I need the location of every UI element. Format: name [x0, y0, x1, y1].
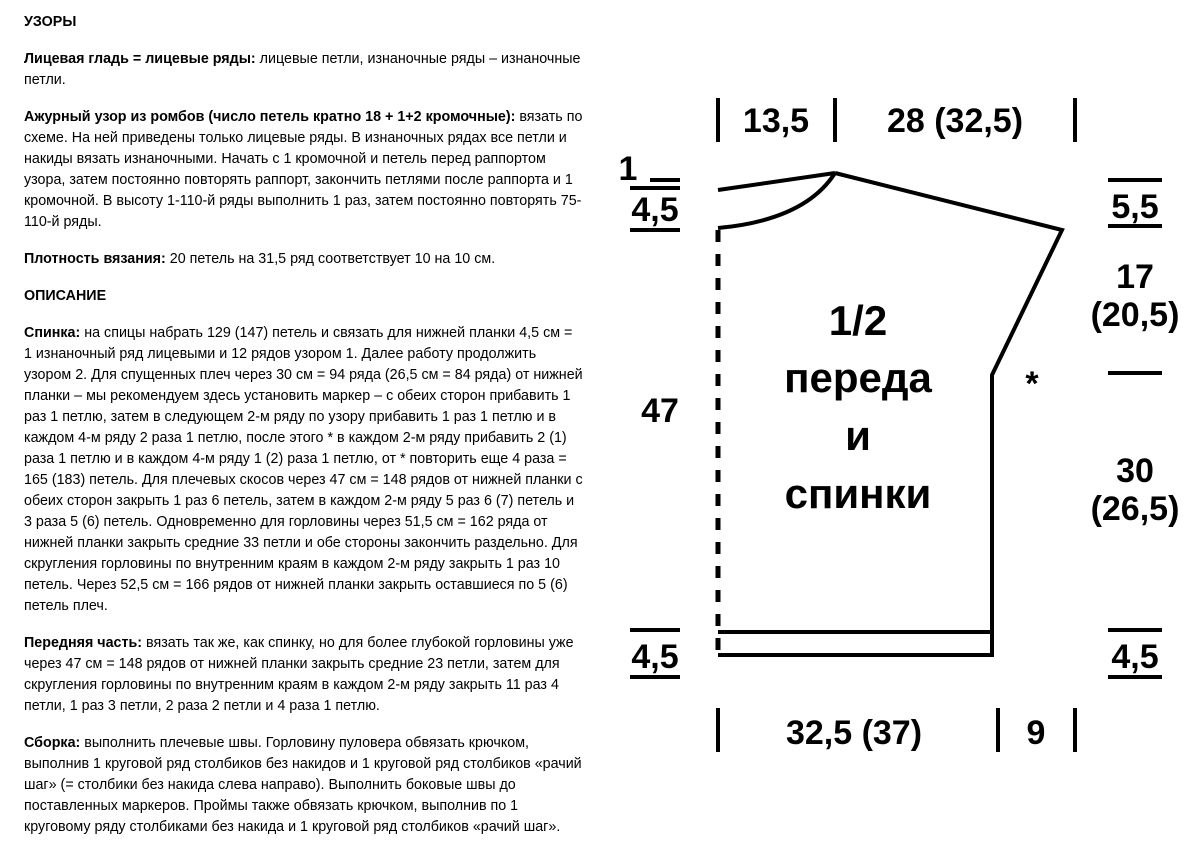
stockinette-title: Лицевая гладь = лицевые ряды:: [24, 51, 256, 67]
dim-left-neck-bottom: 4,5: [631, 191, 679, 229]
body-outline: [718, 173, 1062, 655]
dim-top-left: 13,5: [742, 102, 810, 140]
openwork-text: вязать по схеме. На ней приведены только лицевые ряды. В изнаночных рядах все петли и накиды вязать изнаночными. Начать с 1 кромочной и петель перед раппортом узора, затем постоянно повторять раппорт, закончить петлями после раппорта и 1 кромочной. В высоту 1-110-й ряды выполнить 1 раз, затем постоянно повторять 75-110-й ряды.: [24, 109, 583, 230]
dim-bottom-right: 9: [1026, 714, 1046, 752]
assembly-paragraph: [24, 733, 584, 838]
marker-asterisk: *: [1025, 365, 1039, 403]
front-paragraph: [24, 633, 584, 717]
assembly-text: выполнить плечевые швы. Горловину пуловера обвязать крючком, выполнив 1 круговой ряд столбиков без накидов и 1 круговой ряд столбиков «рачий шаг» (= столбики без накида слева направо). Выполнить боковые швы до поставленных маркеров. Проймы также обвязать крючком, выполнив по 1 круговому ряду столбиками без накида и 1 круговой ряд столбиков «рачий шаг».: [24, 735, 582, 835]
dim-right-shoulder: 5,5: [1111, 188, 1159, 226]
openwork-paragraph: [24, 107, 584, 233]
garment-schematic: [600, 80, 1200, 848]
heading-description: ОПИСАНИЕ: [24, 288, 107, 304]
title-line-4: спинки: [784, 470, 932, 517]
gauge-title: Плотность вязания:: [24, 251, 166, 267]
assembly-title: Сборка:: [24, 735, 81, 751]
shoulder-top-edge: [718, 173, 835, 190]
dim-right-armhole-2: (20,5): [1090, 296, 1180, 334]
dim-left-height: 47: [641, 392, 679, 430]
title-line-2: переда: [784, 354, 932, 401]
dim-right-armhole-1: 17: [1116, 258, 1154, 296]
dim-left-band: 4,5: [631, 638, 679, 676]
dim-left-neck-top: 1: [618, 150, 638, 188]
dim-top-right: 28 (32,5): [886, 102, 1024, 140]
dim-bottom-left: 32,5 (37): [785, 714, 923, 752]
stockinette-paragraph: [24, 49, 584, 91]
back-text: на спицы набрать 129 (147) петель и связать для нижней планки 4,5 см = 1 изнаночный ряд лицевыми и 12 рядов узором 1. Далее работу продолжить узором 2. Для спущенных плеч через 30 см = 94 ряда (26,5 см = 84 ряда) от нижней планки – мы рекомендуем здесь установить маркер – с обеих сторон прибавить 1 раз 1 петлю, затем в следующем 2-м ряду по узору прибавить 1 раз 1 петлю и в каждом 4-м ряду 2 раза 1 петлю, после этого * в каждом 2-м ряду прибавить 2 (1) раза 1 петлю и в каждом 4-м ряду 1 (2) раза 1 петлю, от * повторить еще 4 раза = 165 (183) петель. Для плечевых скосов через 47 см = 148 рядов от нижней планки с обеих сторон закрыть 1 раз 6 петель, затем в каждом 2-м ряду 5 раз 6 (7) петель и 3 раза 5 (6) петель. Одновременно для горловины через 51,5 см = 162 ряда от нижней планки закрыть средние 33 петли и обе стороны закончить раздельно. Для скругления горловины по внутренним краям в каждом 2-м ряду закрыть 1 раз 10 петель. Через 52,5 см = 166 рядов от нижней планки закрыть оставшиеся по 5 (6) петель плеч.: [24, 325, 583, 614]
stockinette-text: лицевые петли, изнаночные ряды – изнаночные петли.: [24, 51, 581, 88]
gauge-text: 20 петель на 31,5 ряд соответствует 10 на 10 см.: [165, 251, 496, 267]
dim-right-side-2: (26,5): [1090, 490, 1180, 528]
dim-right-side-1: 30: [1116, 452, 1154, 490]
dim-right-band: 4,5: [1111, 638, 1159, 676]
openwork-title: Ажурный узор из ромбов (число петель кратно 18 + 1+2 кромочные):: [24, 109, 516, 125]
heading-patterns: УЗОРЫ: [24, 14, 77, 30]
title-line-1: 1/2: [828, 297, 888, 344]
title-line-3: и: [845, 412, 871, 459]
back-paragraph: [24, 323, 584, 617]
back-title: Спинка:: [24, 325, 81, 341]
gauge-paragraph: [24, 249, 584, 270]
front-text: вязать так же, как спинку, но для более глубокой горловины уже через 47 см = 148 рядов от нижней планки закрыть средние 23 петли, затем для скругления горловины по внутренним краям в каждом 2-м ряду закрыть 11 раз 4 петли, 1 раз 3 петли, 2 раза 2 петли и 4 раза 1 петлю.: [24, 635, 574, 714]
instructions-text: [24, 12, 584, 854]
front-title: Передняя часть:: [24, 635, 143, 651]
